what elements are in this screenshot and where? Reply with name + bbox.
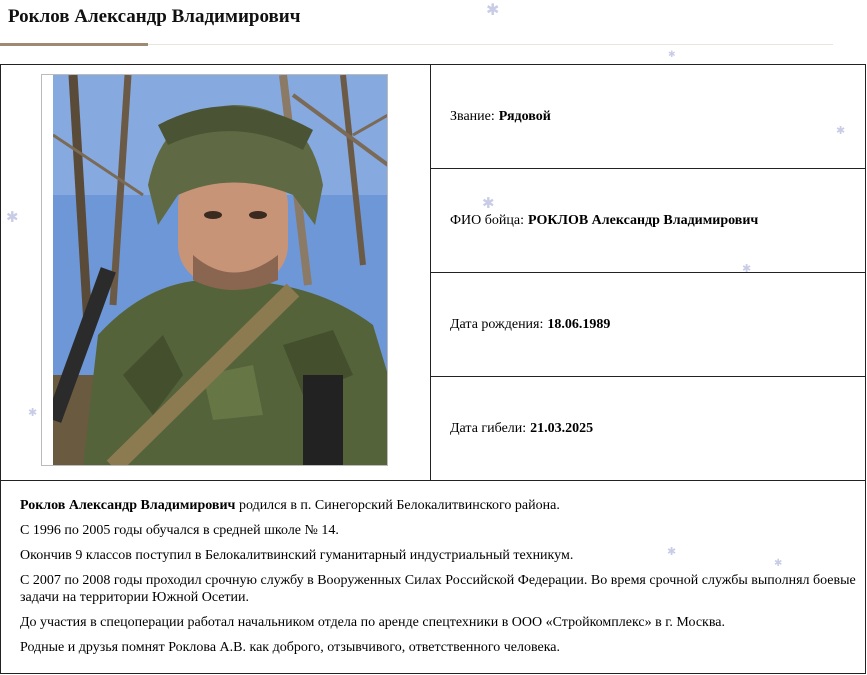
snowflake-icon: ✱ [668,50,676,60]
memorial-card [0,64,866,674]
bio-paragraph-1 [20,497,857,514]
rank-label: Звание: [450,108,495,124]
soldier-photo [41,74,388,466]
death-label: Дата гибели: [450,420,527,436]
snowflake-icon: ✱ [742,262,752,275]
death-row [431,377,866,481]
info-column [431,65,866,481]
rank-value: Рядовой [498,108,551,124]
bio-name: Роклов Александр Владимирович [20,498,236,513]
biography [1,481,865,664]
name-row [431,169,866,273]
page-title: Роклов Александр Владимирович [8,6,301,27]
bio-paragraph-6: Родные и друзья помнят Роклова А.В. как доброго, отзывчивого, ответственного человека. [20,640,561,655]
snowflake-icon: ✱ [482,194,495,212]
snowflake-icon: ✱ [667,545,677,558]
snowflake-icon: ✱ [486,0,500,19]
title-accent-bar [0,43,148,46]
snowflake-icon: ✱ [774,558,783,569]
death-value: 21.03.2025 [530,420,594,436]
name-label: ФИО бойца: [450,212,524,228]
bio-paragraph-2: С 1996 по 2005 годы обучался в средней школе № 14. [20,523,339,538]
bio-paragraph-4: С 2007 по 2008 годы проходил срочную службу в Вооруженных Силах Российской Федерации. Во время срочной службы выполнял боевые задачи на территории Южной Осетии. [20,573,856,605]
bio-paragraph-5: До участия в спецоперации работал начальником отдела по аренде спецтехники в ООО «Стройкомплекс» в г. Москва. [20,615,725,630]
bio-paragraph-3: Окончив 9 классов поступил в Белокалитвинский гуманитарный индустриальный техникум. [20,548,574,563]
rank-row [431,65,866,169]
soldier-portrait-photo-icon [53,75,388,466]
bio-birthplace: родился в п. Синегорский Белокалитвинского района. [235,498,560,513]
name-value: РОКЛОВ Александр Владимирович [528,212,759,228]
snowflake-icon: ✱ [6,208,19,226]
birth-label: Дата рождения: [450,316,544,332]
snowflake-icon: ✱ [836,124,846,137]
photo-cell [1,65,431,481]
snowflake-icon: ✱ [28,406,38,419]
birth-value: 18.06.1989 [547,316,611,332]
birth-row [431,273,866,377]
